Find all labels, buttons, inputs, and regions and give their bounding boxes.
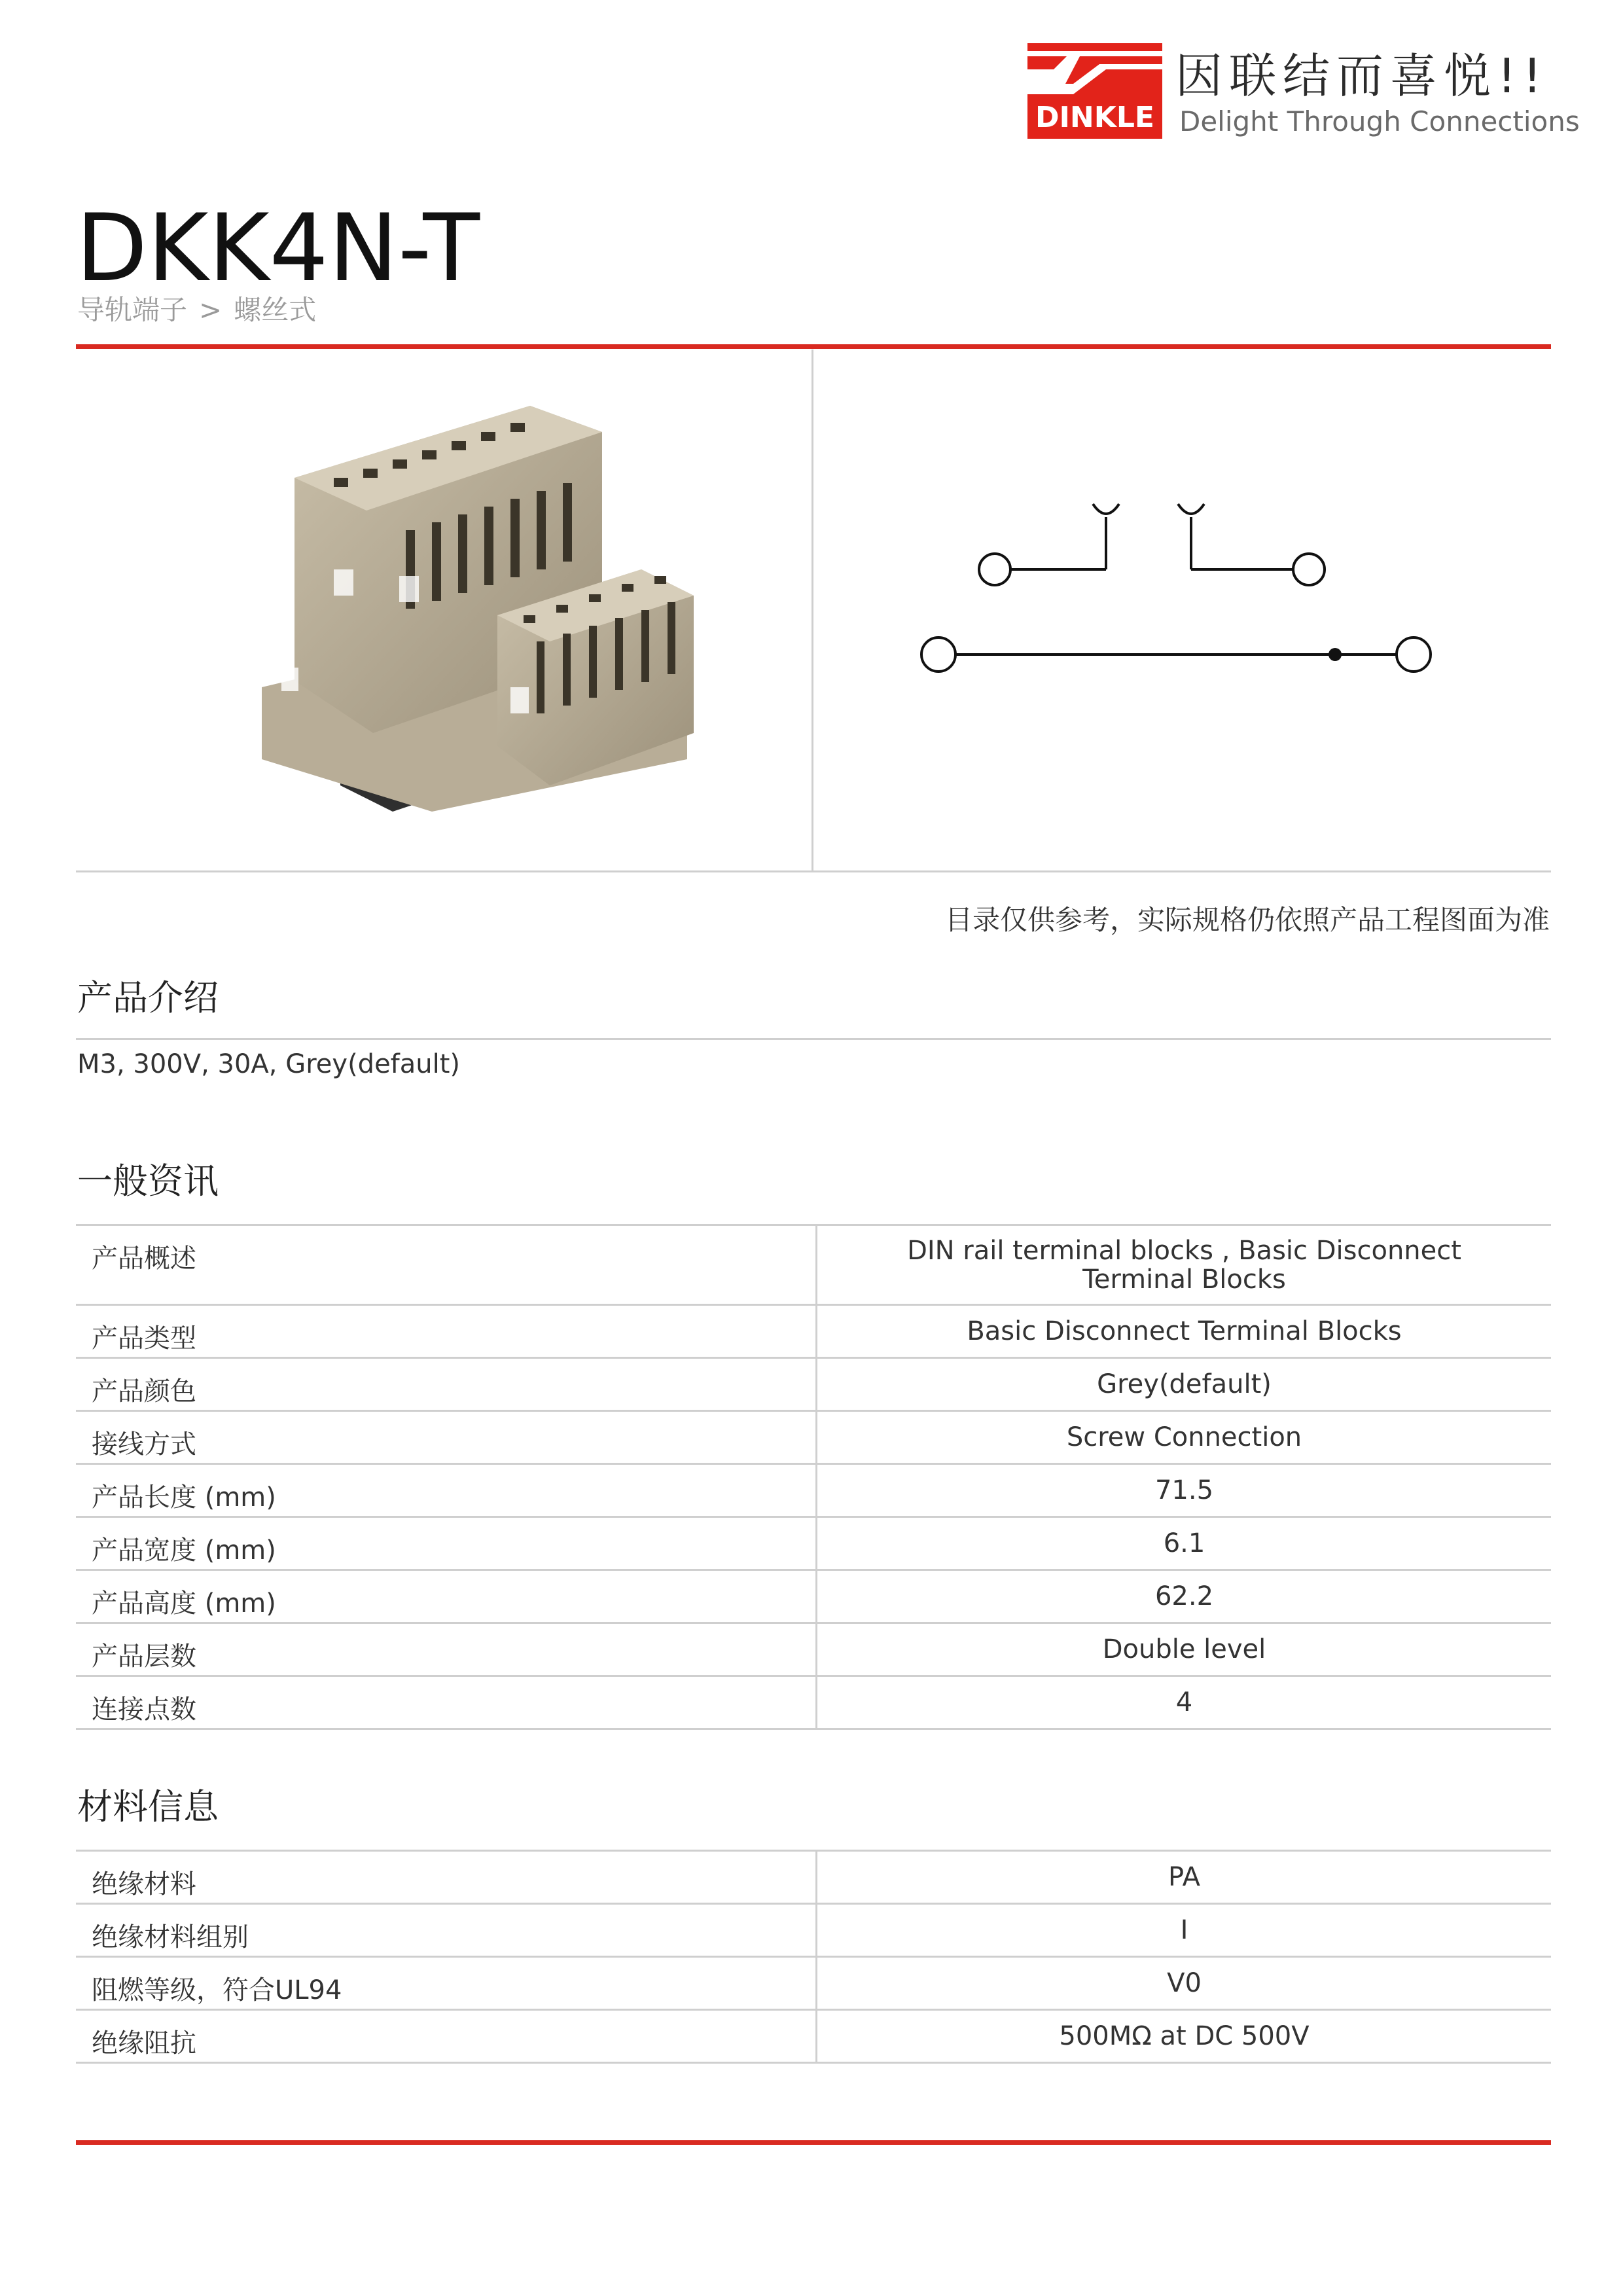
spec-value: Grey(default) bbox=[817, 1358, 1552, 1411]
table-row bbox=[76, 1517, 1551, 1570]
table-row bbox=[76, 1358, 1551, 1411]
spec-key: 绝缘阻抗 bbox=[76, 2010, 817, 2063]
spec-value: 500MΩ at DC 500V bbox=[817, 2010, 1552, 2063]
spec-value: Double level bbox=[817, 1623, 1552, 1676]
panel-divider bbox=[812, 350, 813, 870]
spec-value: DIN rail terminal blocks , Basic Disconnect Terminal Blocks bbox=[817, 1225, 1552, 1305]
disclaimer-note: 目录仅供参考，实际规格仍依照产品工程图面为准 bbox=[944, 904, 1550, 936]
spec-value: Basic Disconnect Terminal Blocks bbox=[817, 1305, 1552, 1358]
table-row bbox=[76, 1464, 1551, 1517]
section-title-general: 一般资讯 bbox=[77, 1160, 219, 1202]
table-row bbox=[76, 1904, 1551, 1957]
footer-red-rule bbox=[76, 2140, 1551, 2145]
table-row bbox=[76, 1957, 1551, 2010]
table-row bbox=[76, 1305, 1551, 1358]
brand-name: DINKLE bbox=[1035, 101, 1154, 134]
table-row bbox=[76, 1676, 1551, 1729]
spec-value: 4 bbox=[817, 1676, 1552, 1729]
table-row bbox=[76, 1225, 1551, 1305]
spec-key: 绝缘材料 bbox=[76, 1851, 817, 1904]
spec-key: 绝缘材料组别 bbox=[76, 1904, 817, 1957]
table-row bbox=[76, 1623, 1551, 1676]
general-info-table bbox=[76, 1224, 1551, 1730]
product-title: DKK4N-T bbox=[76, 194, 480, 302]
spec-key: 产品高度 (mm) bbox=[76, 1570, 817, 1623]
spec-key: 产品长度 (mm) bbox=[76, 1464, 817, 1517]
spec-value: 6.1 bbox=[817, 1517, 1552, 1570]
section-rule-intro bbox=[76, 1038, 1551, 1040]
material-info-table bbox=[76, 1850, 1551, 2064]
spec-value: PA bbox=[817, 1851, 1552, 1904]
spec-key: 产品层数 bbox=[76, 1623, 817, 1676]
table-row bbox=[76, 2010, 1551, 2063]
spec-value: 62.2 bbox=[817, 1570, 1552, 1623]
title-red-rule bbox=[76, 344, 1551, 349]
table-row bbox=[76, 1851, 1551, 1904]
section-title-intro: 产品介绍 bbox=[77, 977, 219, 1018]
intro-text: M3, 300V, 30A, Grey(default) bbox=[77, 1049, 461, 1079]
spec-key: 产品颜色 bbox=[76, 1358, 817, 1411]
breadcrumb-separator: > bbox=[199, 294, 223, 326]
spec-value: Screw Connection bbox=[817, 1411, 1552, 1464]
spec-key: 接线方式 bbox=[76, 1411, 817, 1464]
slogan-chinese: 因联结而喜悦!! bbox=[1175, 48, 1548, 103]
breadcrumb bbox=[77, 292, 316, 329]
spec-key: 产品概述 bbox=[76, 1225, 817, 1305]
spec-key: 连接点数 bbox=[76, 1676, 817, 1729]
table-row bbox=[76, 1570, 1551, 1623]
dinkle-logo bbox=[1027, 43, 1162, 139]
spec-value: 71.5 bbox=[817, 1464, 1552, 1517]
spec-value: V0 bbox=[817, 1957, 1552, 2010]
spec-key: 产品类型 bbox=[76, 1305, 817, 1358]
breadcrumb-category[interactable]: 导轨端子 bbox=[77, 294, 188, 326]
breadcrumb-subcategory[interactable]: 螺丝式 bbox=[234, 294, 317, 326]
spec-value: I bbox=[817, 1904, 1552, 1957]
table-row bbox=[76, 1411, 1551, 1464]
section-title-material: 材料信息 bbox=[77, 1786, 219, 1827]
circuit-diagram bbox=[903, 471, 1466, 694]
slogan-english: Delight Through Connections bbox=[1179, 105, 1580, 137]
product-photo bbox=[236, 380, 694, 838]
spec-key: 阻燃等级，符合UL94 bbox=[76, 1957, 817, 2010]
spec-key: 产品宽度 (mm) bbox=[76, 1517, 817, 1570]
